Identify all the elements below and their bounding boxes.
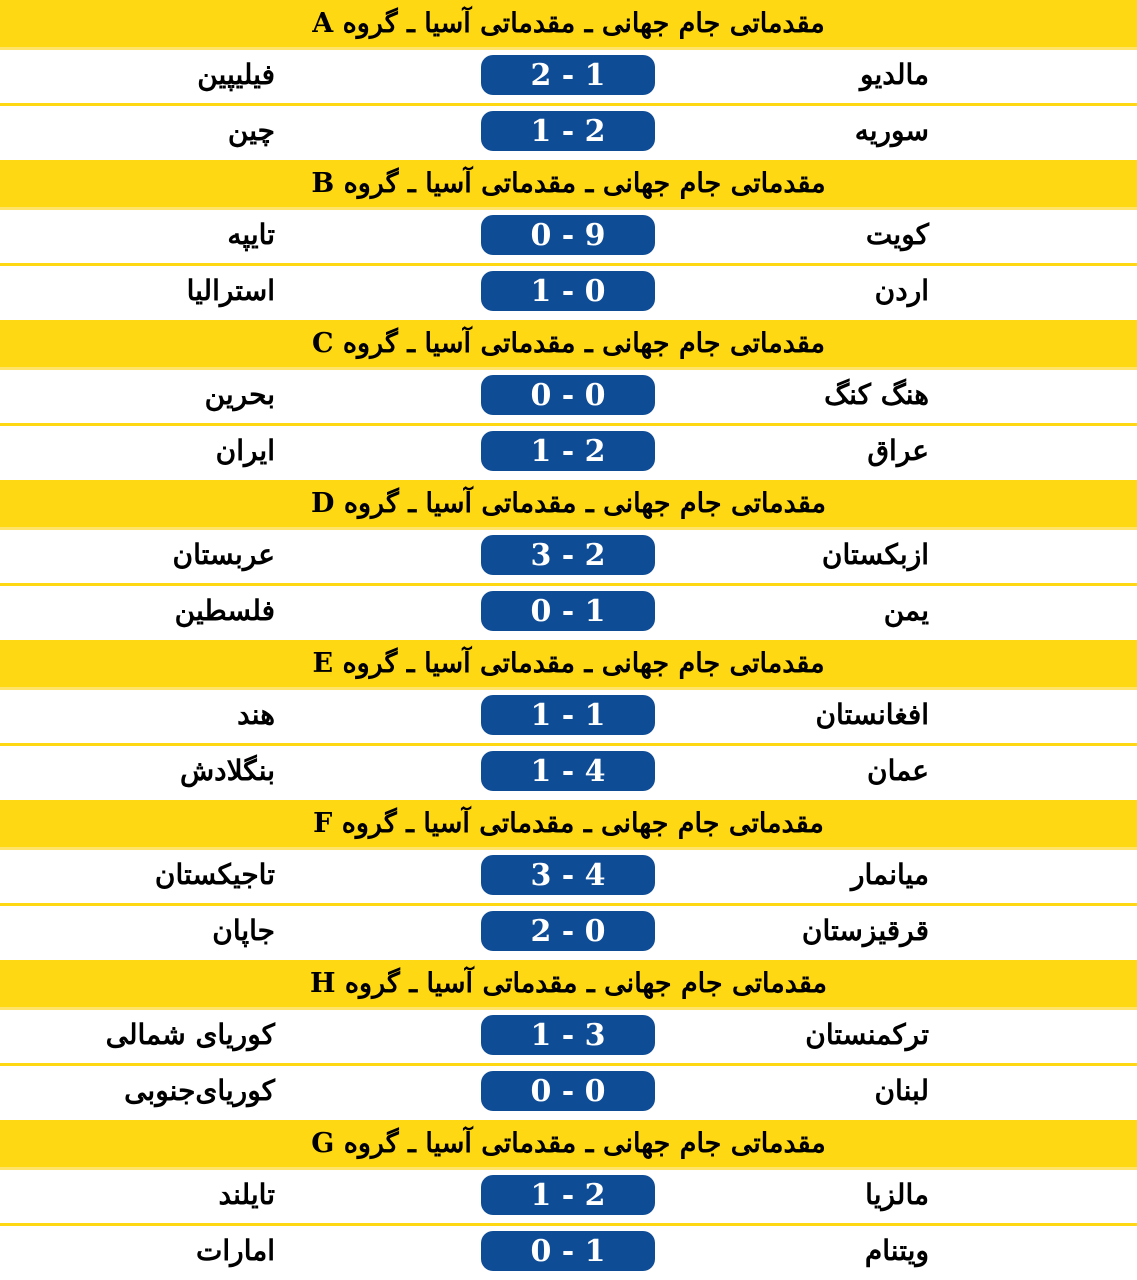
match-row <box>0 103 1137 159</box>
match-row <box>0 743 1137 799</box>
match-row <box>0 847 1137 903</box>
home-team: سوریه <box>854 114 929 147</box>
score-badge: 3 - 2 <box>481 535 655 575</box>
group-header: مقدماتی جام جهانی ـ مقدماتی آسیا ـ گروه A <box>0 0 1137 47</box>
match-row <box>0 47 1137 103</box>
home-team: مالزیا <box>865 1178 929 1211</box>
score-badge: 1 - 2 <box>481 1175 655 1215</box>
away-team: ایران <box>215 434 275 467</box>
group-d <box>0 480 1137 640</box>
away-team: جاپان <box>212 914 275 947</box>
home-team: مالدیو <box>859 58 929 91</box>
away-team: تایلند <box>218 1178 275 1211</box>
away-team: عربستان <box>172 538 275 571</box>
home-team: ازبکستان <box>821 538 929 571</box>
group-f <box>0 800 1137 960</box>
home-team: میانمار <box>850 858 929 891</box>
match-row <box>0 263 1137 319</box>
match-row <box>0 1007 1137 1063</box>
away-team: استرالیا <box>186 274 275 307</box>
away-team: تایپه <box>227 218 275 251</box>
match-row <box>0 1223 1137 1279</box>
score-badge: 0 - 0 <box>481 1071 655 1111</box>
group-g <box>0 1120 1137 1280</box>
match-row <box>0 207 1137 263</box>
home-team: ترکمنستان <box>805 1018 929 1051</box>
home-team: هنگ کنگ <box>824 378 929 411</box>
group-h <box>0 960 1137 1120</box>
group-header: مقدماتی جام جهانی ـ مقدماتی آسیا ـ گروه E <box>0 640 1137 687</box>
group-e <box>0 640 1137 800</box>
away-team: بنگلادش <box>179 754 275 787</box>
home-team: ویتنام <box>864 1234 929 1267</box>
score-badge: 2 - 1 <box>481 55 655 95</box>
away-team: فیلیپین <box>197 58 275 91</box>
score-badge: 1 - 4 <box>481 751 655 791</box>
group-header: مقدماتی جام جهانی ـ مقدماتی آسیا ـ گروه D <box>0 480 1137 527</box>
score-badge: 1 - 2 <box>481 431 655 471</box>
score-badge: 0 - 1 <box>481 591 655 631</box>
score-badge: 1 - 3 <box>481 1015 655 1055</box>
home-team: کویت <box>865 218 929 251</box>
group-b <box>0 160 1137 320</box>
match-row <box>0 583 1137 639</box>
away-team: کوریای شمالی <box>105 1018 275 1051</box>
score-badge: 1 - 2 <box>481 111 655 151</box>
away-team: فلسطین <box>174 594 275 627</box>
group-header: مقدماتی جام جهانی ـ مقدماتی آسیا ـ گروه H <box>0 960 1137 1007</box>
match-row <box>0 1167 1137 1223</box>
group-header: مقدماتی جام جهانی ـ مقدماتی آسیا ـ گروه B <box>0 160 1137 207</box>
score-badge: 1 - 0 <box>481 271 655 311</box>
away-team: بحرین <box>204 378 275 411</box>
away-team: امارات <box>196 1234 275 1267</box>
home-team: افغانستان <box>815 698 929 731</box>
home-team: اردن <box>874 274 929 307</box>
match-row <box>0 423 1137 479</box>
group-c <box>0 320 1137 480</box>
home-team: قرقیزستان <box>801 914 929 947</box>
match-row <box>0 527 1137 583</box>
group-header: مقدماتی جام جهانی ـ مقدماتی آسیا ـ گروه F <box>0 800 1137 847</box>
match-row <box>0 1063 1137 1119</box>
score-badge: 2 - 0 <box>481 911 655 951</box>
away-team: تاجیکستان <box>154 858 275 891</box>
home-team: یمن <box>883 594 929 627</box>
match-row <box>0 687 1137 743</box>
group-a <box>0 0 1137 160</box>
group-header: مقدماتی جام جهانی ـ مقدماتی آسیا ـ گروه C <box>0 320 1137 367</box>
away-team: چین <box>227 114 275 147</box>
home-team: عراق <box>867 434 929 467</box>
group-header: مقدماتی جام جهانی ـ مقدماتی آسیا ـ گروه G <box>0 1120 1137 1167</box>
home-team: عمان <box>867 754 929 787</box>
score-badge: 3 - 4 <box>481 855 655 895</box>
score-badge: 1 - 1 <box>481 695 655 735</box>
home-team: لبنان <box>874 1074 929 1107</box>
match-row <box>0 903 1137 959</box>
match-row <box>0 367 1137 423</box>
away-team: هند <box>237 698 275 731</box>
score-badge: 0 - 9 <box>481 215 655 255</box>
away-team: کوریای‌جنوبی <box>124 1074 275 1107</box>
score-badge: 0 - 1 <box>481 1231 655 1271</box>
score-badge: 0 - 0 <box>481 375 655 415</box>
